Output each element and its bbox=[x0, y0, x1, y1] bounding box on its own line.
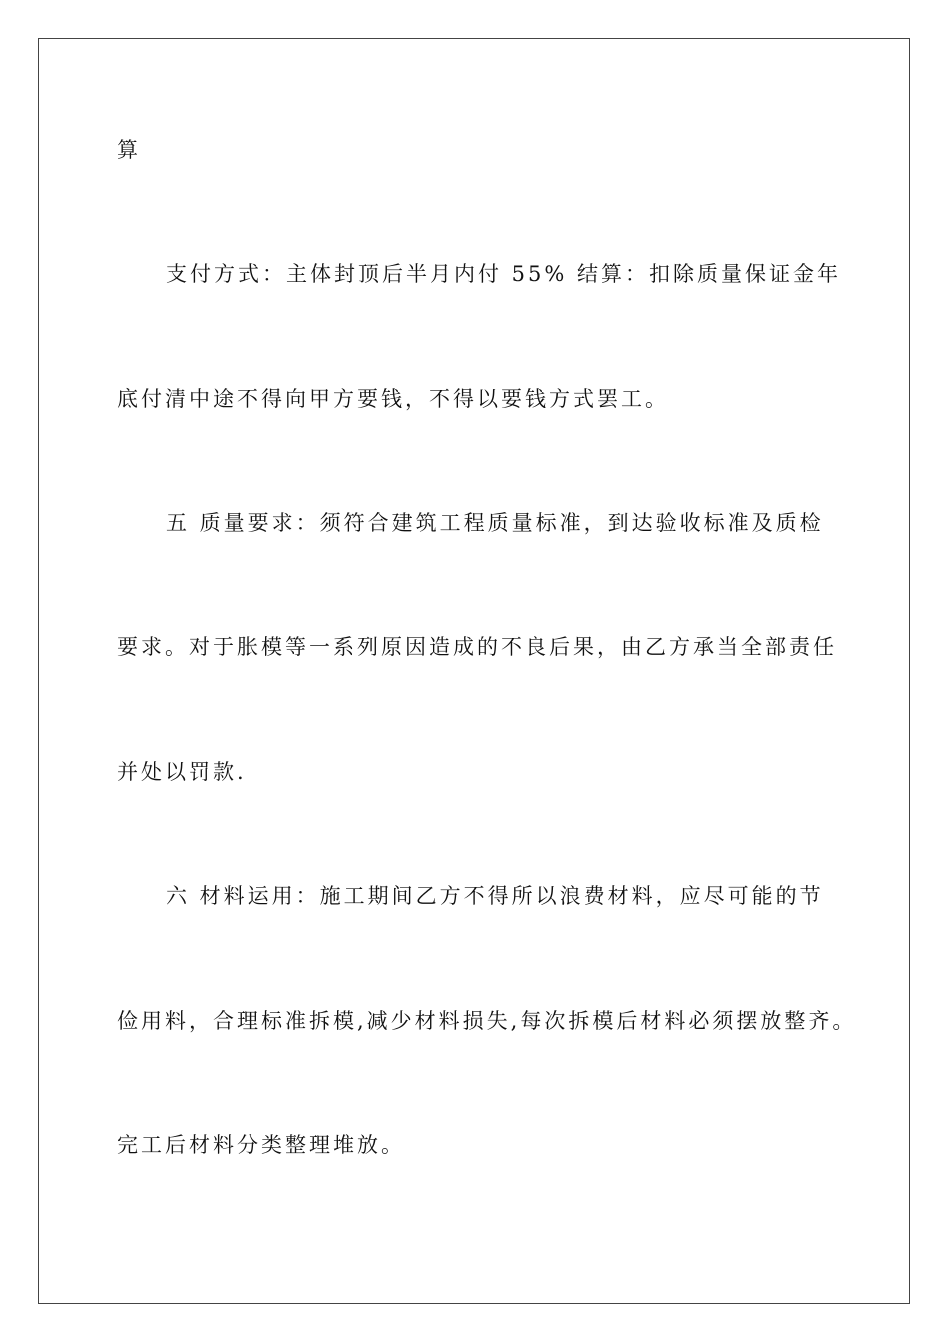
text-line-8: 俭用料，合理标准拆模,减少材料损失,每次拆模后材料必须摆放整齐。 bbox=[117, 1009, 857, 1033]
text-line-9: 完工后材料分类整理堆放。 bbox=[117, 1133, 405, 1157]
text-line-6: 并处以罚款. bbox=[117, 760, 247, 784]
text-line-2: 支付方式：主体封顶后半月内付 55% 结算：扣除质量保证金年 bbox=[166, 262, 842, 286]
text-line-4: 五 质量要求：须符合建筑工程质量标准，到达验收标准及质检 bbox=[166, 511, 824, 535]
text-line-5: 要求。对于胀模等一系列原因造成的不良后果，由乙方承当全部责任 bbox=[117, 635, 837, 659]
text-line-7: 六 材料运用：施工期间乙方不得所以浪费材料，应尽可能的节 bbox=[166, 884, 824, 908]
page-border bbox=[38, 38, 910, 1304]
text-line-3: 底付清中途不得向甲方要钱，不得以要钱方式罢工。 bbox=[117, 387, 669, 411]
text-line-1: 算 bbox=[117, 138, 141, 162]
